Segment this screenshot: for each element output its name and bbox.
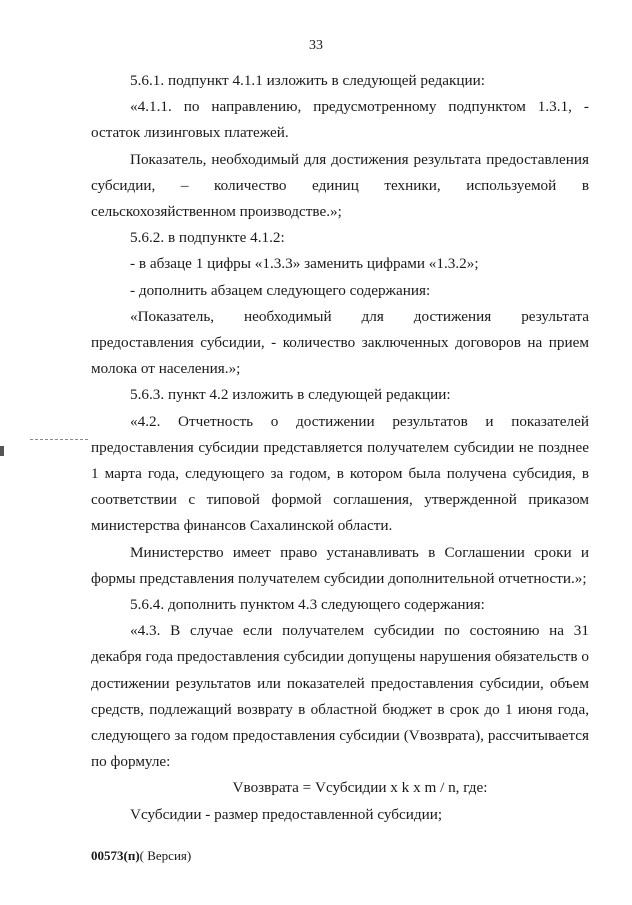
- paragraph-replace-digits: - в абзаце 1 цифры «1.3.3» заменить цифрами «1.3.2»;: [130, 255, 479, 273]
- paragraph-5-6-3: 5.6.3. пункт 4.2 изложить в следующей редакции:: [130, 386, 451, 404]
- paragraph-4-3: «4.3. В случае если получателем субсидии по состоянию на 31 декабря года предоставления субсидии допущены нарушения обязательств о достижении результатов или показателей предоставления субсидии, объем средств, подлежащий возврату в областной бюджет в срок до 1 июня года, следующего за годом предоставления субсидии (Vвозврата), рассчитывается по формуле:: [91, 622, 589, 771]
- paragraph-indicator-machinery: Показатель, необходимый для достижения результата предоставления субсидии, – количество единиц техники, используемой в сельскохозяйственном производстве.»;: [91, 150, 589, 221]
- paragraph-4-1-1: «4.1.1. по направлению, предусмотренному подпунктом 1.3.1, - остаток лизинговых платежей.: [91, 98, 589, 142]
- footer: [91, 848, 191, 864]
- definition-vsubsidy: Vсубсидии - размер предоставленной субсидии;: [130, 805, 443, 823]
- page-number: 33: [309, 38, 323, 53]
- document-version: ( Версия): [139, 848, 192, 863]
- paragraph-5-6-1: 5.6.1. подпункт 4.1.1 изложить в следующей редакции:: [130, 72, 485, 89]
- scan-artifact: [0, 446, 4, 456]
- paragraph-indicator-milk: «Показатель, необходимый для достижения результата предоставления субсидии, - количество заключенных договоров на прием молока от населения.»;: [91, 307, 589, 378]
- document-code: 00573(п): [91, 848, 140, 863]
- scan-dotted-line: [30, 439, 88, 440]
- paragraph-5-6-2: 5.6.2. в подпункте 4.1.2:: [130, 229, 285, 247]
- paragraph-5-6-4: 5.6.4. дополнить пунктом 4.3 следующего содержания:: [130, 596, 485, 614]
- paragraph-4-2: «4.2. Отчетность о достижении результатов и показателей предоставления субсидии представляется получателем субсидии не позднее 1 марта года, следующего за годом, в котором была получена субсидия, в соответствии с типовой формой соглашения, утвержденной приказом министерства финансов Сахалинской области.: [91, 412, 589, 535]
- document-body: [91, 68, 589, 828]
- paragraph-add-abzac: - дополнить абзацем следующего содержания:: [130, 281, 431, 299]
- paragraph-ministry-right: Министерство имеет право устанавливать в Соглашении сроки и формы представления получателем субсидии дополнительной отчетности.»;: [91, 543, 589, 587]
- formula: Vвозврата = Vсубсидии x k x m / n, где:: [232, 779, 488, 797]
